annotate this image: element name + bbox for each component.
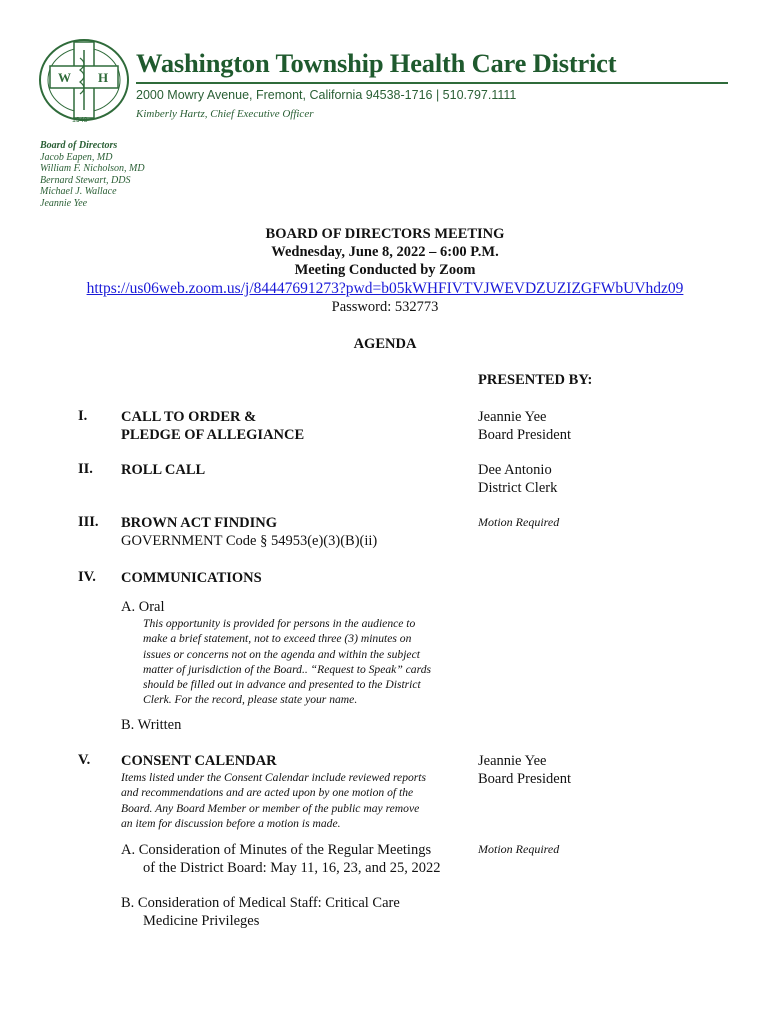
text-line: make a brief statement, not to exceed three (3) minutes on — [143, 632, 412, 646]
presenter-role: Board President — [478, 427, 572, 443]
presenter-name: Jeannie Yee — [478, 409, 547, 425]
item-presenter — [478, 752, 571, 788]
item-presenter — [478, 461, 557, 497]
text-line: matter of jurisdiction of the Board.. “Request to Speak” cards — [143, 662, 431, 676]
item-number: V. — [78, 752, 91, 768]
organization-name: Washington Township Health Care District — [136, 48, 617, 78]
text-line: should be filled out in advance and presented to the District — [143, 678, 421, 692]
svg-text:H: H — [98, 70, 109, 85]
item-number: III. — [78, 514, 99, 530]
text-line: A. Consideration of Minutes of the Regular Meetings — [121, 842, 432, 858]
board-member: William F. Nicholson, MD — [40, 163, 145, 175]
text-line: and recommendations and are acted upon by one motion of the — [121, 786, 414, 800]
meeting-conducted-by: Meeting Conducted by Zoom — [294, 262, 476, 278]
text-line: Clerk. For the record, please state your name. — [143, 693, 358, 707]
presenter-role: Board President — [478, 771, 572, 787]
sub-item-minutes — [121, 841, 440, 877]
letterhead-rule — [136, 82, 728, 84]
item-number: IV. — [78, 569, 96, 585]
text-line: an item for discussion before a motion is made. — [121, 816, 341, 830]
presenter-name: Dee Antonio — [478, 462, 552, 478]
text-line: Items listed under the Consent Calendar include reviewed reports — [121, 771, 427, 784]
ceo-line: Kimberly Hartz, Chief Executive Officer — [136, 108, 314, 120]
item-title: ROLL CALL — [121, 462, 206, 478]
item-number: II. — [78, 461, 93, 477]
motion-required: Motion Required — [478, 842, 560, 856]
meeting-title: BOARD OF DIRECTORS MEETING — [265, 226, 505, 242]
text-line: This opportunity is provided for persons in the audience to — [143, 617, 416, 630]
sub-item-oral: A. Oral — [121, 599, 165, 615]
board-member: Michael J. Wallace — [40, 186, 117, 198]
board-member: Jeannie Yee — [40, 197, 88, 209]
meeting-password: Password: 532773 — [331, 299, 439, 315]
sub-item-medical-staff — [121, 894, 400, 930]
board-member: Jacob Eapen, MD — [40, 151, 113, 163]
item-title-line: PLEDGE OF ALLEGIANCE — [121, 427, 305, 443]
meeting-date: Wednesday, June 8, 2022 – 6:00 P.M. — [271, 244, 499, 260]
organization-address: 2000 Mowry Avenue, Fremont, California 94538-1716 | 510.797.1111 — [136, 88, 517, 102]
zoom-link[interactable]: https://us06web.zoom.us/j/84447691273?pwd=b05kWHFIVTVJWEVDZUZIZGFWbUVhdz09 — [86, 280, 684, 297]
text-line: Medicine Privileges — [143, 913, 260, 929]
presented-by-heading: PRESENTED BY: — [478, 372, 593, 388]
sub-item-written: B. Written — [121, 717, 182, 733]
board-member: Bernard Stewart, DDS — [40, 174, 131, 186]
item-title-line: CALL TO ORDER & — [121, 409, 257, 425]
agenda-heading: AGENDA — [353, 336, 417, 352]
item-presenter — [478, 408, 571, 444]
oral-communications-text — [143, 616, 473, 708]
svg-text:1948: 1948 — [72, 117, 88, 124]
presenter-role: District Clerk — [478, 480, 558, 496]
item-title: CONSENT CALENDAR — [121, 753, 277, 769]
text-line: of the District Board: May 11, 16, 23, and 25, 2022 — [143, 860, 441, 876]
svg-text:W: W — [58, 70, 71, 85]
item-title: COMMUNICATIONS — [121, 570, 262, 586]
item-subtitle: GOVERNMENT Code § 54953(e)(3)(B)(ii) — [121, 533, 378, 549]
presenter-name: Jeannie Yee — [478, 753, 547, 769]
motion-required: Motion Required — [478, 515, 560, 529]
item-title: BROWN ACT FINDING — [121, 515, 278, 531]
board-of-directors-list — [40, 140, 145, 210]
text-line: B. Consideration of Medical Staff: Critical Care — [121, 895, 400, 911]
board-header: Board of Directors — [40, 140, 118, 151]
item-title — [121, 408, 304, 444]
text-line: issues or concerns not on the agenda and within the subject — [143, 647, 420, 661]
text-line: Board. Any Board Member or member of the public may remove — [121, 801, 420, 815]
district-seal-logo — [36, 36, 132, 124]
consent-calendar-note — [121, 770, 466, 831]
item-number: I. — [78, 408, 88, 424]
